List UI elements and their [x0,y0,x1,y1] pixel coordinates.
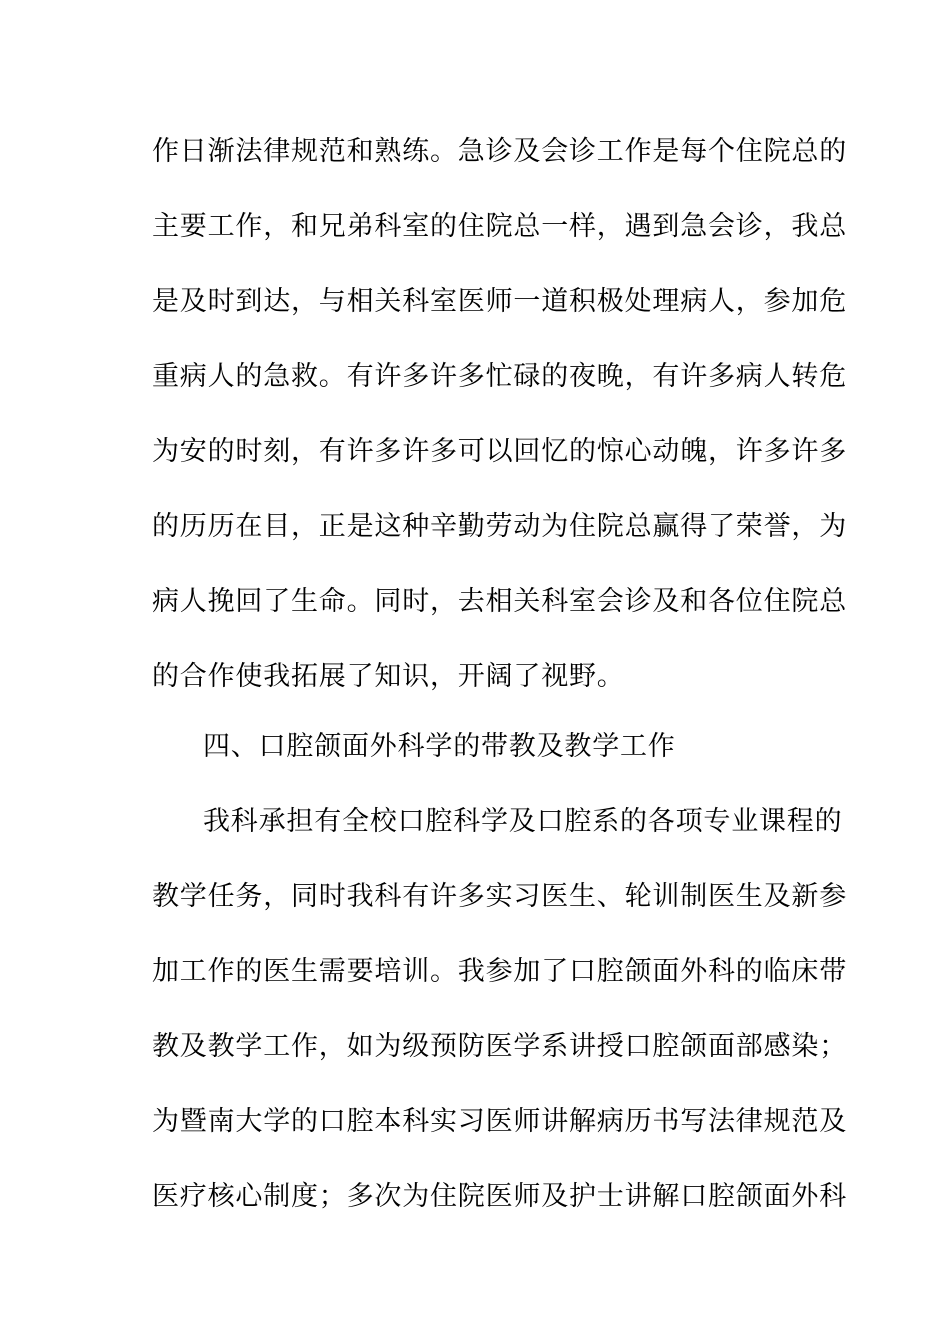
paragraph-first-line: 我科承担有全校口腔科学及口腔系的各项专业课程的 [203,806,843,837]
text-line: 教学任务，同时我科有许多实习医生、轮训制医生及新参 [152,881,847,912]
text-line: 是及时到达，与相关科室医师一道积极处理病人，参加危 [152,286,847,317]
text-line: 为暨南大学的口腔本科实习医师讲解病历书写法律规范及 [152,1106,847,1137]
text-line: 教及教学工作，如为级预防医学系讲授口腔颌面部感染； [152,1031,847,1062]
text-line: 的历历在目，正是这种辛勤劳动为住院总赢得了荣誉，为 [152,511,847,542]
section-heading: 四、口腔颌面外科学的带教及教学工作 [203,731,676,762]
text-line: 重病人的急救。有许多许多忙碌的夜晚，有许多病人转危 [152,361,847,392]
text-line: 为安的时刻，有许多许多可以回忆的惊心动魄，许多许多 [152,436,847,467]
text-line: 的合作使我拓展了知识，开阔了视野。 [152,661,625,692]
text-line: 作日渐法律规范和熟练。急诊及会诊工作是每个住院总的 [152,136,847,167]
text-line: 加工作的医生需要培训。我参加了口腔颌面外科的临床带 [152,956,847,987]
text-line: 病人挽回了生命。同时，去相关科室会诊及和各位住院总 [152,586,847,617]
text-line: 主要工作，和兄弟科室的住院总一样，遇到急会诊，我总 [152,211,847,242]
text-line: 医疗核心制度；多次为住院医师及护士讲解口腔颌面外科 [152,1181,847,1212]
